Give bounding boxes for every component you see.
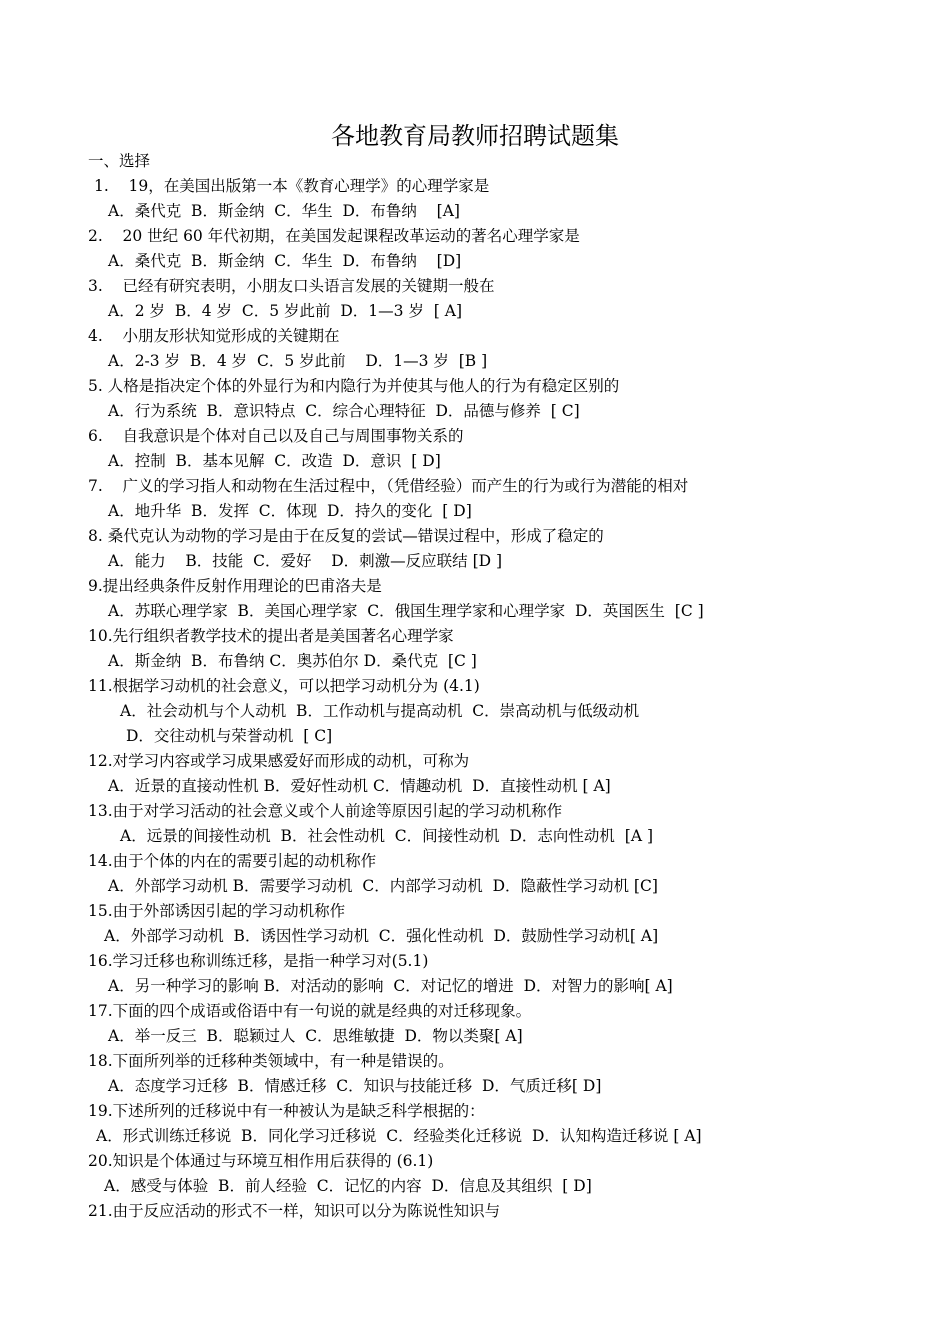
answer-options-line: A．感受与体验 B．前人经验 C．记忆的内容 D．信息及其组织 [ D] — [104, 1177, 592, 1195]
answer-options-line: A．近景的直接动性机 B．爱好性动机 C．情趣动机 D．直接性动机 [ A] — [108, 777, 611, 795]
question-line: 10.先行组织者教学技术的提出者是美国著名心理学家 — [88, 627, 454, 645]
answer-options-line: A．态度学习迁移 B．情感迁移 C．知识与技能迁移 D．气质迁移[ D] — [108, 1077, 602, 1095]
question-line: 8. 桑代克认为动物的学习是由于在反复的尝试—错误过程中，形成了稳定的 — [88, 527, 604, 545]
question-line: 4. 小朋友形状知觉形成的关键期在 — [88, 327, 340, 345]
question-line: 6. 自我意识是个体对自己以及自己与周围事物关系的 — [88, 427, 464, 445]
question-line: 16.学习迁移也称训练迁移，是指一种学习对(5.1) — [88, 952, 429, 970]
question-line: 21.由于反应活动的形式不一样，知识可以分为陈说性知识与 — [88, 1202, 501, 1220]
question-line: 15.由于外部诱因引起的学习动机称作 — [88, 902, 346, 920]
document-title: 各地教育局教师招聘试题集 — [331, 122, 619, 150]
answer-options-line: A．控制 B．基本见解 C．改造 D．意识 [ D] — [108, 452, 441, 470]
answer-options-line: D．交往动机与荣誉动机 [ C] — [126, 727, 333, 745]
answer-options-line: A．远景的间接性动机 B．社会性动机 C．间接性动机 D．志向性动机 [A ] — [120, 827, 654, 845]
question-line: 12.对学习内容或学习成果感爱好而形成的动机，可称为 — [88, 752, 470, 770]
question-line: 13.由于对学习活动的社会意义或个人前途等原因引起的学习动机称作 — [88, 802, 563, 820]
answer-options-line: A．举一反三 B．聪颖过人 C．思维敏捷 D．物以类聚[ A] — [108, 1027, 523, 1045]
answer-options-line: A．社会动机与个人动机 B．工作动机与提高动机 C．崇高动机与低级动机 — [120, 702, 640, 720]
answer-options-line: A．2-3 岁 B．4 岁 C．5 岁此前 D．1—3 岁 [B ] — [108, 352, 488, 370]
answer-options-line: A．2 岁 B．4 岁 C．5 岁此前 D．1—3 岁 [ A] — [108, 302, 463, 320]
question-line: 9.提出经典条件反射作用理论的巴甫洛夫是 — [88, 577, 382, 595]
question-line: 11.根据学习动机的社会意义，可以把学习动机分为 (4.1) — [88, 677, 480, 695]
question-line: 3. 已经有研究表明，小朋友口头语言发展的关键期一般在 — [88, 277, 495, 295]
question-line: 20.知识是个体通过与环境互相作用后获得的 (6.1) — [88, 1152, 434, 1170]
question-line: 5. 人格是指决定个体的外显行为和内隐行为并使其与他人的行为有稳定区别的 — [88, 377, 620, 395]
answer-options-line: A．桑代克 B．斯金纳 C．华生 D．布鲁纳 [D] — [108, 252, 462, 270]
answer-options-line: A．行为系统 B．意识特点 C．综合心理特征 D．品德与修养 [ C] — [108, 402, 580, 420]
answer-options-line: A．苏联心理学家 B．美国心理学家 C．俄国生理学家和心理学家 D．英国医生 [C ] — [108, 602, 704, 620]
answer-options-line: A．斯金纳 B．布鲁纳 C．奥苏伯尔 D．桑代克 [C ] — [108, 652, 477, 670]
section-heading: 一、选择 — [88, 152, 151, 170]
question-line: 7. 广义的学习指人和动物在生活过程中，（凭借经验）而产生的行为或行为潜能的相对 — [88, 477, 689, 495]
answer-options-line: A．形式训练迁移说 B．同化学习迁移说 C．经验类化迁移说 D．认知构造迁移说 [ A] — [96, 1127, 702, 1145]
question-line: 2. 20 世纪 60 年代初期，在美国发起课程改革运动的著名心理学家是 — [88, 227, 580, 245]
question-line: 17.下面的四个成语或俗语中有一句说的就是经典的对迁移现象。 — [88, 1002, 532, 1020]
answer-options-line: A．外部学习动机 B．诱因性学习动机 C．强化性动机 D．鼓励性学习动机[ A] — [104, 927, 659, 945]
question-line: 14.由于个体的内在的需要引起的动机称作 — [88, 852, 377, 870]
answer-options-line: A．桑代克 B．斯金纳 C．华生 D．布鲁纳 [A] — [108, 202, 460, 220]
answer-options-line: A．地升华 B．发挥 C．体现 D．持久的变化 [ D] — [108, 502, 472, 520]
answer-options-line: A．外部学习动机 B．需要学习动机 C．内部学习动机 D．隐蔽性学习动机 [C] — [108, 877, 658, 895]
question-line: 19.下述所列的迁移说中有一种被认为是缺乏科学根据的： — [88, 1102, 485, 1120]
answer-options-line: A．能力 B．技能 C．爱好 D．刺激—反应联结 [D ] — [108, 552, 503, 570]
question-line: 1. 19，在美国出版第一本《教育心理学》的心理学家是 — [94, 177, 490, 195]
answer-options-line: A．另一种学习的影响 B．对活动的影响 C．对记忆的增进 D．对智力的影响[ A] — [108, 977, 673, 995]
question-line: 18.下面所列举的迁移种类领域中，有一种是错误的。 — [88, 1052, 454, 1070]
